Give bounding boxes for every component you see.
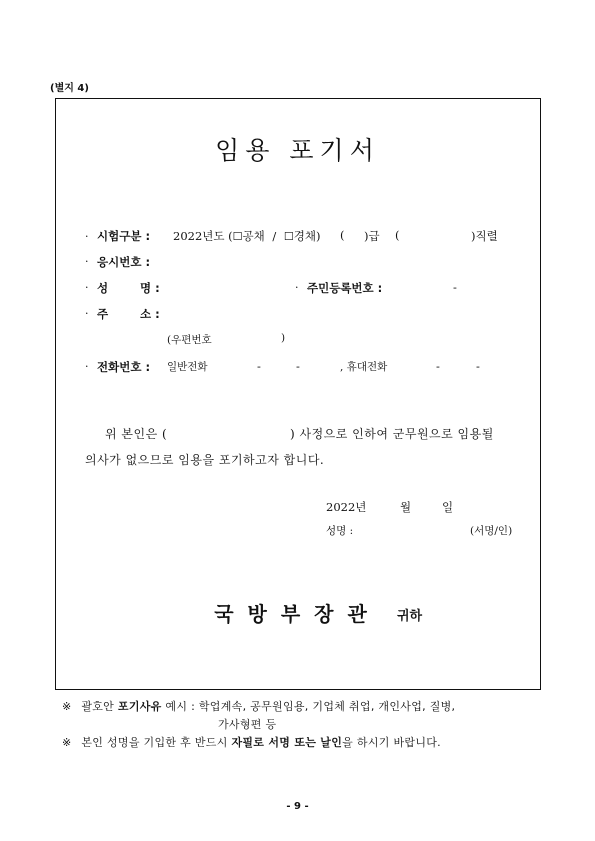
mobile-dash-2: - xyxy=(476,359,480,373)
addressee-suffix: 귀하 xyxy=(397,609,423,624)
statement-line1-b: ) 사정으로 인하여 군무원으로 임용될 xyxy=(290,427,494,441)
address-label-a: 주 xyxy=(97,307,109,321)
address-label-b: 소 : xyxy=(140,307,160,321)
bullet: · xyxy=(85,255,89,268)
exam-number-label: 응시번호 : xyxy=(97,255,151,269)
open-recruit-checkbox[interactable]: ☐ xyxy=(232,230,243,243)
phone-label: 전화번호 : xyxy=(97,360,151,374)
landline-dash-2: - xyxy=(296,359,300,373)
note1-continuation: 가사형편 등 xyxy=(218,718,277,731)
addressee-name: 국방부장관 xyxy=(214,602,381,626)
statement-line2: 의사가 없으므로 임용을 포기하고자 합니다. xyxy=(85,453,325,467)
exam-category-row xyxy=(85,229,89,243)
note-mark: ※ xyxy=(62,700,72,713)
exam-category-label: 시험구분 : xyxy=(97,229,151,243)
date-month: 월 xyxy=(400,500,412,514)
grade-suffix: )급 xyxy=(364,229,380,243)
page-number: - 9 - xyxy=(286,801,309,812)
open-recruit-label: 공채 xyxy=(242,229,265,243)
category-separator: / xyxy=(272,229,277,243)
resident-number-dash: - xyxy=(453,280,457,294)
mobile-label: , 휴대전화 xyxy=(340,361,388,373)
postal-code-close: ) xyxy=(281,332,286,344)
note1-emphasis: 포기사유 xyxy=(117,700,162,713)
career-recruit-label: 경채) xyxy=(293,229,321,243)
landline-dash-1: - xyxy=(257,359,261,373)
note-2 xyxy=(62,734,441,750)
series-open-paren: ( xyxy=(395,228,400,242)
note1-text-b: 예시 : 학업계속, 공무원임용, 기업체 취업, 개인사업, 질병, xyxy=(165,700,456,713)
date-day: 일 xyxy=(442,500,454,514)
note-mark: ※ xyxy=(62,736,72,749)
exam-category-value xyxy=(173,228,321,244)
note2-emphasis: 자필로 서명 또는 날인 xyxy=(231,736,343,749)
landline-label: 일반전화 xyxy=(167,361,208,373)
signature-hint: (서명/인) xyxy=(470,525,513,537)
date-year: 2022년 xyxy=(326,500,367,514)
note2-text-b: 을 하시기 바랍니다. xyxy=(342,736,441,749)
grade-open-paren: ( xyxy=(340,228,345,242)
bullet: · xyxy=(85,360,89,373)
bullet: · xyxy=(85,230,89,243)
statement-line1-a: 위 본인은 ( xyxy=(105,427,168,441)
name-label-b: 명 : xyxy=(140,281,160,295)
exam-year: 2022년도 ( xyxy=(173,229,233,243)
series-suffix: )직렬 xyxy=(471,229,498,243)
mobile-dash-1: - xyxy=(436,359,440,373)
bullet: · xyxy=(85,281,89,294)
note1-text-a: 괄호안 xyxy=(81,700,115,713)
bullet: · xyxy=(295,281,299,294)
note-1 xyxy=(62,698,455,714)
resident-number-label: 주민등록번호 : xyxy=(307,281,383,295)
postal-code-label: (우편번호 xyxy=(167,334,212,346)
form-title: 임용 포기서 xyxy=(215,136,380,165)
career-recruit-checkbox[interactable]: ☐ xyxy=(283,230,294,243)
note2-text-a: 본인 성명을 기입한 후 반드시 xyxy=(81,736,228,749)
bullet: · xyxy=(85,307,89,320)
annex-label: (별지 4) xyxy=(50,83,89,94)
signature-label: 성명 : xyxy=(326,525,354,537)
name-label-a: 성 xyxy=(97,281,109,295)
